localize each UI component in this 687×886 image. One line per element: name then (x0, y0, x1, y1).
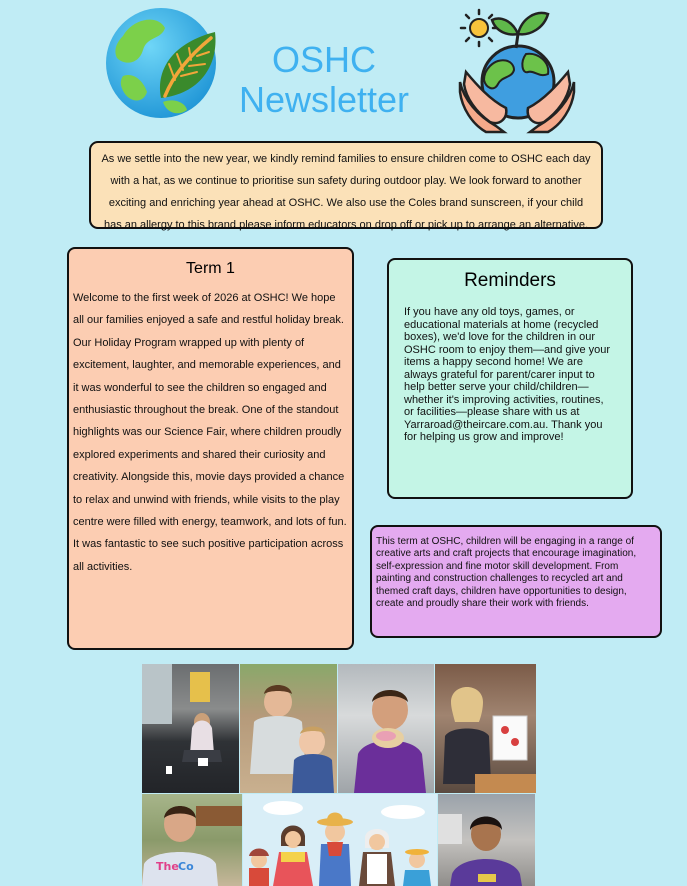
intro-text: As we settle into the new year, we kindly remind families to ensure children come to OSHC each day with a hat, as we continue to prioritise sun safety during outdoor play. We look forward to another exciting and enriching year ahead at OSHC. We also use the Coles brand sunscreen, if your child has an allergy to this brand please inform educators on drop off or pick up to arrange an alternative. (101, 153, 591, 231)
svg-text:The: The (156, 860, 179, 873)
title-line-oshc: OSHC (271, 39, 376, 80)
reminders-body: If you have any old toys, games, or educational materials at home (recycled boxes), we'd love for the children in our OSHC room to enjoy them—and give your items a happy second home! We are always grateful for parent/carer input to help better serve your child/children—whether it's improving activities, routines, or facilities—please share with us at Yarraroad@theircare.com.au. Thank you for helping us grow and improve! (404, 306, 611, 443)
title-line-newsletter: Newsletter (238, 79, 410, 120)
svg-text:Co: Co (178, 860, 194, 873)
hands-globe-plant-icon (456, 4, 578, 134)
term-body: Welcome to the first week of 2026 at OSHC! We hope all our families enjoyed a safe and restful holiday break. Our Holiday Program wrapped up with plenty of excitement, laughter, and memorable experiences, and it was wonderful to see the children so engaged and enthusiastic throughout the break. One of the standout highlights was our Science Fair, where children proudly explored experiments and shared their curiosity and creativity. Alongside this, movie days provided a chance to relax and unwind with friends, while visits to the play centre were filled with energy, teamwork, and lots of fun. It was fantastic to see such positive participation across all activities. (73, 292, 347, 573)
reminders-box (387, 258, 633, 499)
two-boys-photo (240, 664, 337, 793)
intro-notice-box (89, 141, 603, 229)
earth-leaf-icon (103, 6, 221, 120)
crafts-box (370, 525, 662, 638)
reminders-heading: Reminders (464, 270, 556, 291)
page-title (236, 40, 412, 120)
term-heading: Term 1 (186, 260, 235, 277)
girl-drawing-photo (435, 664, 536, 793)
crafts-body: This term at OSHC, children will be engaging in a range of creative arts and craft projects that encourage imagination, self-expression and fine motor skill development. From painting and construction challenges to recycled art and themed craft days, children have opportunities to design, create and proudly share their work with friends. (376, 536, 637, 610)
boy-smiling-photo (142, 794, 242, 886)
boy-eating-photo (338, 664, 434, 793)
multicultural-people-illustration (243, 794, 437, 886)
girl-smiling-photo (438, 794, 535, 886)
child-floor-photo (142, 664, 239, 793)
term-1-box (67, 247, 354, 650)
